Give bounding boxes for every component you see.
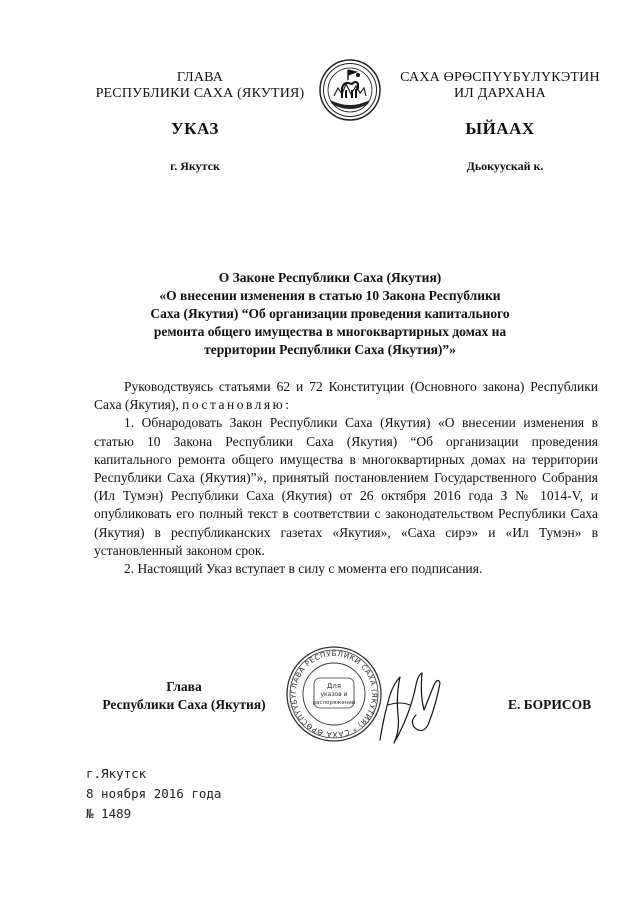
- issuer-left: [70, 70, 330, 102]
- document-body: [94, 378, 598, 578]
- document-title: [100, 269, 560, 359]
- issuer-left-line1: ГЛАВА: [176, 70, 224, 85]
- item-1: 1. Обнародовать Закон Республики Саха (Якутия) «О внесении изменения в статью 10 Закона Республики Саха (Якутия) “Об организации проведения капитального ремонта общего имущества в многоквартирных домах на территории Республики Саха (Якутия)”», принятый постановлением Государственного Собрания (Ил Тумэн) Республики Саха (Якутия) от 26 октября 2016 года З № 1014-V, и опубликовать его полный текст в соответствии с законодательством Республики Саха (Якутия) в республиканских газетах «Якутия», «Саха сирэ» и «Ил Тумэн» в установленный законом срок.: [94, 415, 598, 558]
- title-line1: О Законе Республики Саха (Якутия): [218, 270, 442, 285]
- issuer-left-line2: РЕСПУБЛИКИ САХА (ЯКУТИЯ): [95, 86, 305, 101]
- seal-inner-line3: распоряжений: [312, 700, 356, 706]
- seal-ring-text: ГЛАВА РЕСПУБЛИКИ САХА (ЯКУТИЯ) * САХА ӨРӨСПҮҮБҮ: [288, 648, 380, 740]
- title-line4: ремонта общего имущества в многоквартирных домах на: [153, 324, 507, 339]
- title-line2: «О внесении изменения в статью 10 Закона Республики: [159, 288, 501, 303]
- intro-paragraph: [94, 378, 598, 414]
- official-seal-stamp: [284, 644, 384, 744]
- signatory-position-line2: Республики Саха (Якутия): [102, 697, 266, 712]
- issuer-right-line1: САХА ӨРӨСПҮҮБҮЛҮКЭТИН: [400, 70, 600, 85]
- signatory-name: Е. БОРИСОВ: [508, 697, 592, 712]
- registration-number: № 1489: [86, 806, 132, 821]
- coat-of-arms-emblem: [318, 58, 382, 122]
- title-line5: территории Республики Саха (Якутия)”»: [204, 342, 456, 357]
- registration-city: г.Якутск: [86, 766, 147, 781]
- registration-date: 8 ноября 2016 года: [86, 786, 222, 801]
- title-line3: Саха (Якутия) “Об организации проведения капитального: [150, 306, 510, 321]
- handwritten-signature: [370, 655, 450, 750]
- doc-type-left: УКАЗ: [171, 119, 219, 138]
- intro-text: Руководствуясь статьями 62 и 72 Конституции (Основного закона) Республики Саха (Якутия),: [94, 379, 598, 413]
- decree-verb: постановляю:: [182, 397, 292, 413]
- seal-inner-line1: Для: [326, 682, 342, 690]
- city-right: Дьокуускай к.: [466, 159, 544, 173]
- signatory-position-line1: Глава: [166, 679, 202, 694]
- issuer-right-line2: ИЛ ДАРХАНА: [453, 86, 546, 101]
- doc-type-right: ЫЙААХ: [465, 119, 535, 138]
- item-2: 2. Настоящий Указ вступает в силу с момента его подписания.: [124, 561, 483, 577]
- city-left: г. Якутск: [170, 159, 220, 173]
- issuer-right: [380, 70, 620, 102]
- signatory-position: [84, 678, 284, 714]
- registration-block: [86, 764, 306, 824]
- seal-inner-line2: указов и: [320, 691, 348, 698]
